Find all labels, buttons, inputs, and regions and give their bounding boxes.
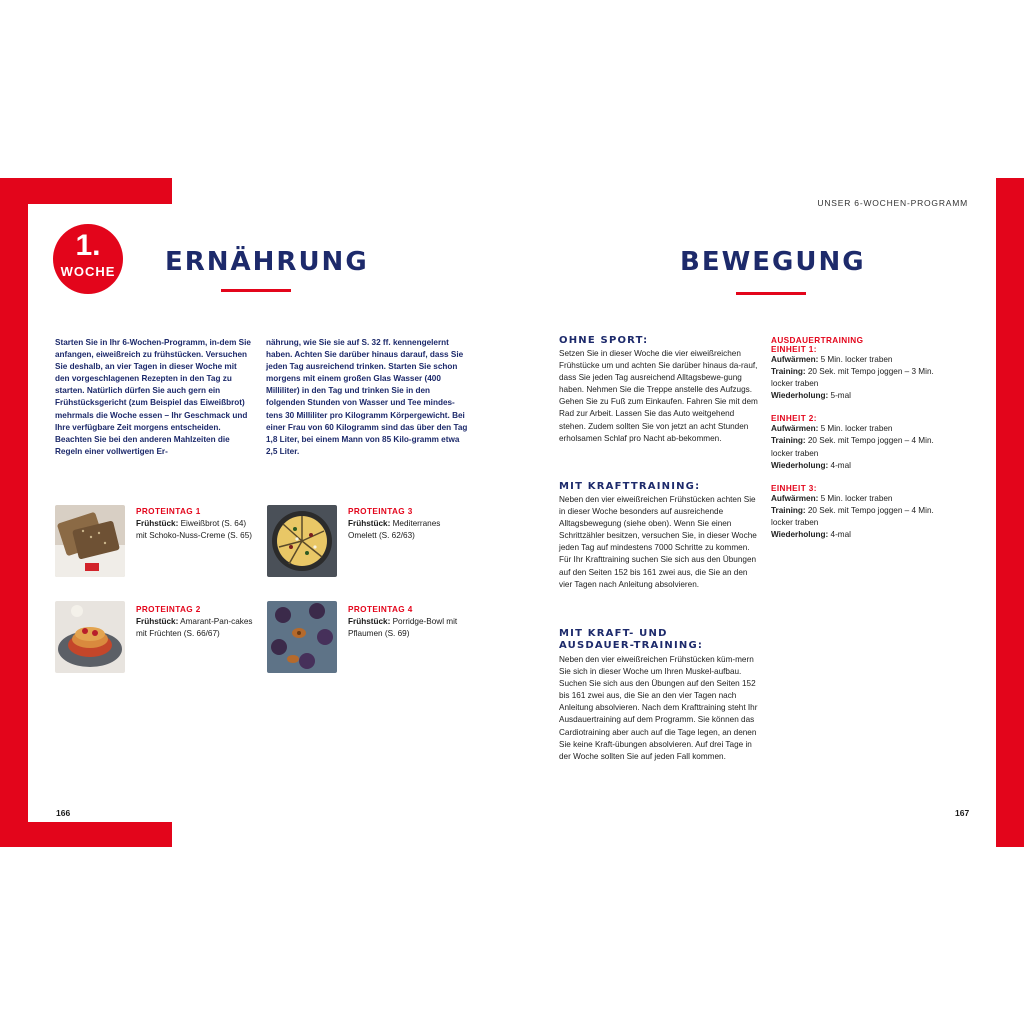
einheit-3-training: Training: 20 Sek. mit Tempo joggen – 4 Min. locker traben: [771, 505, 934, 527]
section-text-ohne-sport: Setzen Sie in dieser Woche die vier eiweißreichen Frühstücke um und achten Sie darüber hinaus da-rauf, dass Sie jeden Tag ausreichend Alltagsbewe-gung haben. Nehmen Sie die Treppe anstelle des Aufzugs. Gehen Sie zu Fuß zum Einkaufen. Fahren Sie mit dem Rad zur Arbeit. Lassen Sie das Auto weitgehend stehen. Zudem sollten Sie von jetzt an acht Stunden erholsamen Schlaf pro Nacht ab-bekommen.: [559, 349, 758, 443]
proteintag-1-label: Frühstück:: [136, 519, 179, 528]
photo-omelett: [267, 505, 337, 577]
einheit-2-warmup: Aufwärmen: 5 Min. locker traben: [771, 424, 893, 434]
section-text-krafttraining: Neben den vier eiweißreichen Frühstücken achten Sie in dieser Woche besonders auf ausreichende Alltagsbewegung (siehe oben). Wenn Sie einen Schrittzähler besitzen, versuchen Sie, in dieser Woche jeden Tag auf mindestens 7000 Schritte zu kommen. Für Ihr Krafttraining suchen Sie sich aus den Übungen auf den Seiten 152 bis 161 zwei aus, die Sie an den vier Tagen nach Anleitung absolvieren.: [559, 495, 757, 589]
week-label: WOCHE: [60, 264, 116, 279]
einheit-2-training: Training: 20 Sek. mit Tempo joggen – 4 Min. locker traben: [771, 436, 934, 458]
ausdauer-sidebar: [771, 336, 941, 541]
week-badge: [53, 224, 123, 294]
page-number-right: 167: [955, 808, 970, 818]
page-number-left: 166: [56, 808, 71, 818]
red-frame-right: [996, 178, 1024, 847]
einheit-3-warmup: Aufwärmen: 5 Min. locker traben: [771, 493, 893, 503]
proteintag-4-label: Frühstück:: [348, 617, 391, 626]
proteintag-3-caption: [348, 506, 468, 542]
intro-column-1: Starten Sie in Ihr 6-Wochen-Programm, in-dem Sie anfangen, eiweißreich zu frühstücken. Versuchen Sie deshalb, an vier Tagen in dieser Woche mit den vorgeschlagenen Rezepten in den Tag zu starten. Natürlich dürfen Sie auch gern ein Frühstücksgericht (zum Beispiel das Eiweißbrot) mehrmals die Woche essen – Ihr Geschmack und Ihre verfügbare Zeit morgens entscheiden. Beachten Sie bei den anderen Mahlzeiten die Regeln einer vollwertigen Er-: [55, 338, 251, 456]
title-underline-left: [221, 289, 291, 292]
photo-eiweissbrot: [55, 505, 125, 577]
photo-porridge-plums: [267, 601, 337, 673]
week-number: 1.: [75, 229, 101, 262]
proteintag-4-text: Porridge-Bowl mit Pflaumen (S. 69): [348, 617, 458, 638]
einheit-1-warmup: Aufwärmen: 5 Min. locker traben: [771, 355, 893, 364]
einheit-2-repetition: Wiederholung: 4-mal: [771, 460, 851, 470]
title-bewegung: BEWEGUNG: [680, 247, 866, 277]
proteintag-3-label: Frühstück:: [348, 519, 391, 528]
proteintag-4-head: PROTEINTAG 4: [348, 605, 413, 614]
einheit-3-repetition: Wiederholung: 4-mal: [771, 530, 851, 540]
proteintag-3-text: Mediterranes Omelett (S. 62/63): [348, 519, 441, 540]
einheit-2-head: EINHEIT 2:: [771, 414, 817, 424]
running-head: UNSER 6-WOCHEN-PROGRAMM: [817, 198, 968, 208]
section-head-ohne-sport: OHNE SPORT:: [559, 335, 649, 346]
ausdauer-head: AUSDAUERTRAINING: [771, 336, 864, 345]
einheit-1-head: EINHEIT 1:: [771, 345, 817, 354]
proteintag-2-text: Amarant-Pan-cakes mit Früchten (S. 66/67): [136, 617, 253, 638]
section-head-krafttraining: MIT KRAFTTRAINING:: [559, 481, 701, 492]
einheit-3-head: EINHEIT 3:: [771, 483, 817, 493]
intro-column-2: nährung, wie Sie sie auf S. 32 ff. kennengelernt haben. Achten Sie darüber hinaus darauf, dass Sie jeden Tag ausreichend trinken. Starten Sie schon morgens mit einem großen Glas Wasser (400 Milliliter) in den Tag und trinken Sie in den folgenden Stunden von Wasser und Tee mindes-tens 30 Milliliter pro Kilogramm Körpergewicht. Bei einer Frau von 60 Kilogramm sind das über den Tag 1,8 Liter, bei einem Mann von 85 Kilo-gramm etwa 2,5 Liter.: [266, 338, 468, 456]
einheit-1-training: Training: 20 Sek. mit Tempo joggen – 3 Min. locker traben: [771, 367, 934, 389]
section-head-kraft-ausdauer: MIT KRAFT- UND AUSDAUER-TRAINING:: [559, 628, 704, 651]
section-text-kraft-ausdauer: Neben den vier eiweißreichen Frühstücken küm-mern Sie sich in dieser Woche um Ihren Muskel-aufbau. Suchen Sie sich aus den Übungen auf den Seiten 152 bis 161 zwei aus, die Sie an den vier Tagen nach Anleitung absolvieren. Nach dem Krafttraining steht Ihr Ausdauertraining auf dem Programm. Sie können das Cardiotraining aber auch auf die Tage legen, an denen Sie keine Kraft-übungen absolvieren. Auf drei Tage in der Woche sollten Sie auf jeden Fall kommen.: [559, 655, 758, 761]
title-ernaehrung: ERNÄHRUNG: [165, 247, 369, 277]
proteintag-2-caption: [136, 604, 256, 640]
proteintag-2-label: Frühstück:: [136, 617, 179, 626]
photo-pancakes: [55, 601, 125, 673]
proteintag-4-caption: [348, 604, 468, 640]
proteintag-2-head: PROTEINTAG 2: [136, 605, 201, 614]
einheit-1-repetition: Wiederholung: 5-mal: [771, 391, 851, 401]
proteintag-3-head: PROTEINTAG 3: [348, 507, 413, 516]
proteintag-1-caption: [136, 506, 256, 542]
proteintag-1-text: Eiweißbrot (S. 64) mit Schoko-Nuss-Creme (S. 65): [136, 519, 253, 540]
proteintag-1-head: PROTEINTAG 1: [136, 507, 201, 516]
title-underline-right: [736, 292, 806, 295]
